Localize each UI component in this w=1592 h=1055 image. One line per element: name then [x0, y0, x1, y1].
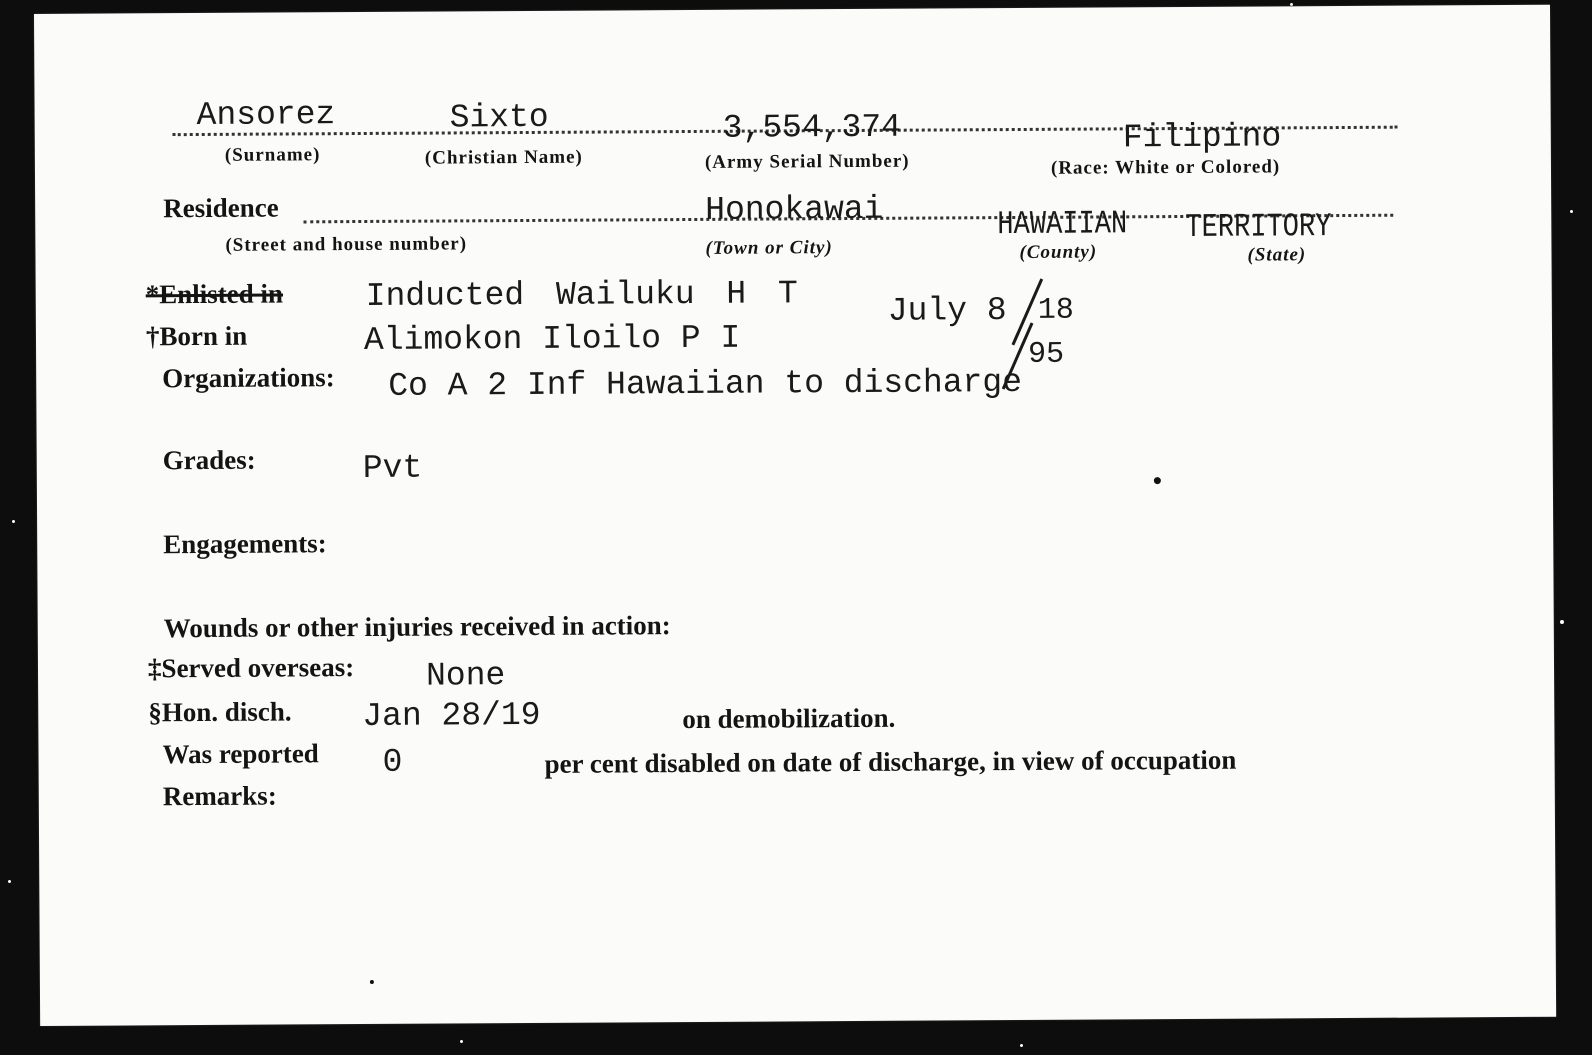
street-caption: (Street and house number) — [225, 233, 468, 256]
discharge-suffix: on demobilization. — [682, 702, 896, 735]
ink-dot — [1154, 477, 1161, 484]
reported-suffix: per cent disabled on date of discharge, in view of occupation — [544, 744, 1237, 779]
enlisted-label: *Enlisted in — [145, 278, 284, 310]
engagements-label: Engagements: — [163, 528, 327, 560]
christian-name-caption: (Christian Name) — [424, 146, 583, 169]
ink-dot — [370, 980, 374, 984]
organizations-value: Co A 2 Inf Hawaiian to discharge — [388, 363, 1023, 405]
reported-label: Was reported — [162, 738, 319, 770]
born-year: 95 — [1027, 337, 1065, 372]
scan-speck — [1020, 1044, 1023, 1047]
surname-caption: (Surname) — [224, 144, 321, 166]
enlisted-date-year: 18 — [1037, 293, 1074, 328]
overseas-value: None — [425, 657, 506, 695]
discharge-value: Jan 28/19 — [362, 696, 541, 736]
state-value: TERRITORY — [1185, 208, 1332, 246]
county-caption: (County) — [1019, 241, 1098, 263]
enlisted-date: July 8 — [887, 292, 1007, 330]
born-value: Alimokon Iloilo P I — [363, 319, 741, 359]
state-caption: (State) — [1247, 244, 1307, 266]
scan-speck — [1560, 620, 1564, 624]
service-record-card — [34, 5, 1556, 1026]
organizations-label: Organizations: — [162, 362, 335, 394]
town-caption: (Town or City) — [705, 237, 833, 259]
county-value: HAWAIIAN — [997, 205, 1128, 244]
scan-speck — [460, 1040, 463, 1043]
born-label: †Born in — [145, 320, 248, 352]
remarks-label: Remarks: — [162, 780, 277, 812]
scan-speck — [1570, 210, 1573, 213]
reported-value: 0 — [382, 743, 403, 781]
grades-label: Grades: — [162, 444, 256, 476]
army-serial-value: 3,554,374 — [722, 108, 902, 147]
scan-speck — [12, 520, 15, 523]
discharge-label: §Hon. disch. — [148, 696, 292, 728]
race-value: Filipino — [1122, 118, 1282, 157]
race-caption: (Race: White or Colored) — [1050, 156, 1281, 179]
enlisted-value: Inducted Wailuku H T — [365, 275, 798, 315]
scan-speck — [8, 880, 11, 883]
residence-label: Residence — [163, 192, 279, 224]
christian-name-value: Sixto — [449, 98, 549, 137]
wounds-label: Wounds or other injuries received in action: — [163, 610, 671, 644]
town-value: Honokawai — [705, 190, 884, 229]
grades-value: Pvt — [362, 449, 423, 487]
overseas-label: ‡Served overseas: — [147, 652, 355, 684]
surname-value: Ansorez — [196, 96, 336, 135]
army-serial-caption: (Army Serial Number) — [704, 150, 910, 173]
